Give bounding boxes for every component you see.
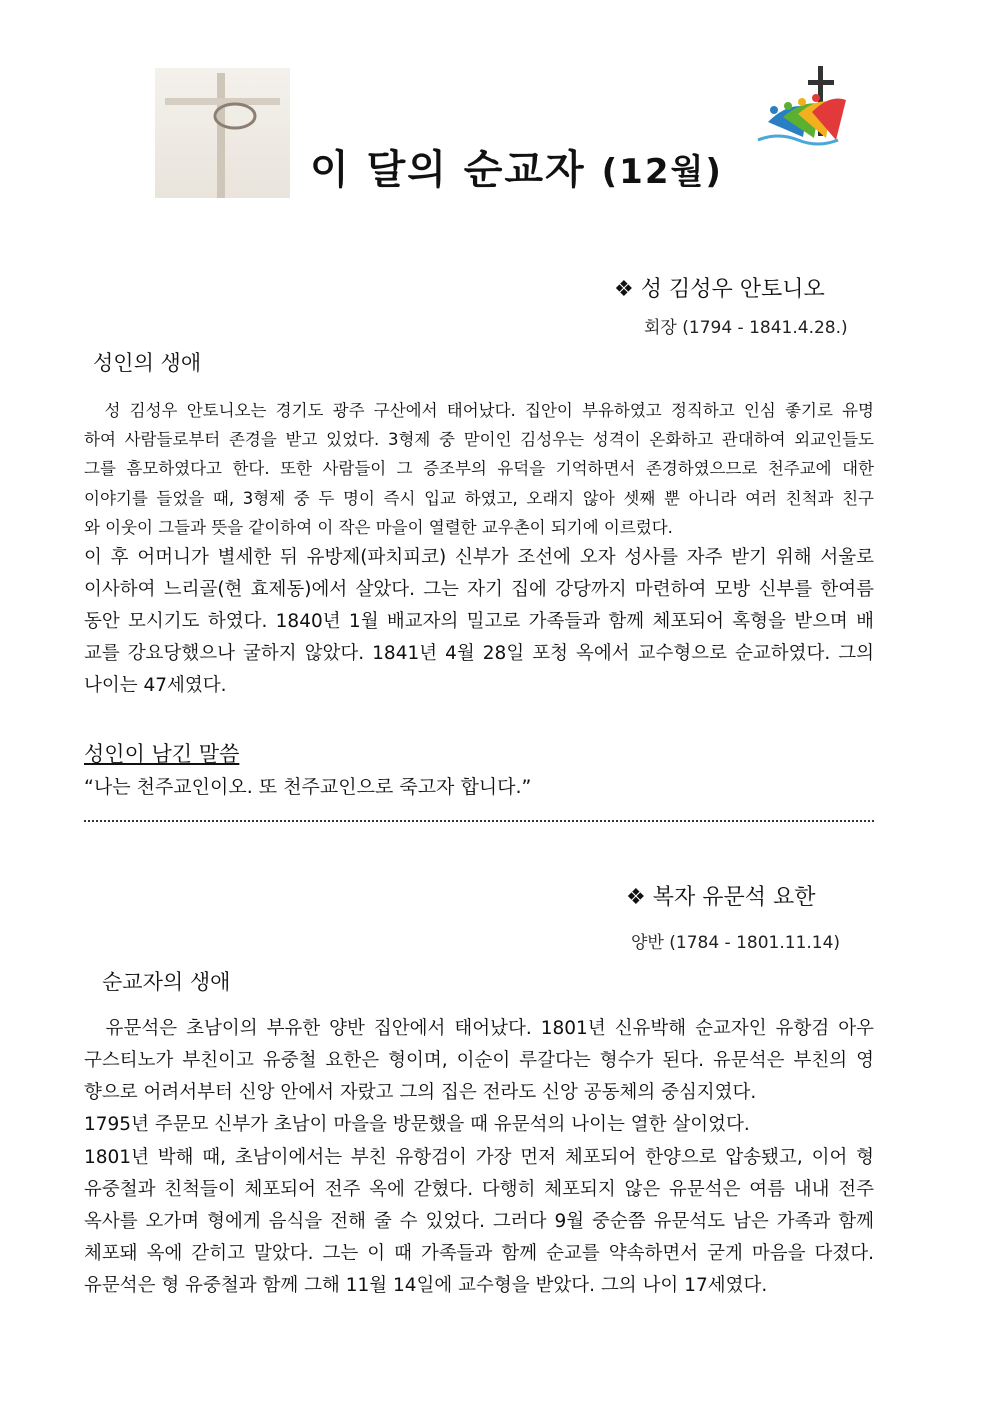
saint2-life-heading: 순교자의 생애: [102, 970, 231, 994]
saint1-quote: “나는 천주교인이오. 또 천주교인으로 죽고자 합니다.”: [84, 776, 532, 798]
text-line: 이 후 어머니가 별세한 뒤 유방제(파치피코) 신부가 조선에 오자 성사를 자주 받기 위해 서울로: [84, 547, 874, 568]
page-title: [310, 138, 723, 195]
diamond-bullet-icon: ❖: [614, 277, 634, 302]
dotted-divider: [84, 820, 874, 822]
text-line: 하여 사람들로부터 존경을 받고 있었다. 3형제 중 맏이인 김성우는 성격이 온화하고 관대하여 외교인들도: [84, 430, 874, 449]
text-line: 유문석은 형 유중철과 함께 그해 11월 14일에 교수형을 받았다. 그의 나이 17세였다.: [84, 1275, 768, 1296]
text-line: 구스티노가 부친이고 유중철 요한은 형이며, 이순이 루갈다는 형수가 된다. 유문석은 부친의 영: [84, 1050, 874, 1071]
text-line: 이사하여 느리골(현 효제동)에서 살았다. 그는 자기 집에 강당까지 마련하여 모방 신부를 한여름: [84, 579, 874, 600]
text-line: 옥사를 오가며 형에게 음식을 전해 줄 수 있었다. 그러다 9월 중순쯤 유문석도 남은 가족과 함께: [84, 1211, 874, 1232]
crucifix-image: [155, 68, 290, 198]
jubilee-logo: [748, 62, 868, 172]
saint1-words-heading: 성인이 남긴 말씀: [84, 742, 240, 766]
text-line: 1801년 박해 때, 초남이에서는 부친 유항검이 가장 먼저 체포되어 한양으로 압송됐고, 이어 형: [84, 1147, 874, 1168]
saint1-name: [614, 272, 825, 303]
text-line: 향으로 어려서부터 신앙 안에서 자랐고 그의 집은 전라도 신앙 공동체의 중심지였다.: [84, 1082, 757, 1103]
saint1-life-heading: 성인의 생애: [93, 351, 202, 375]
saint1-name-text: 성 김성우 안토니오: [640, 277, 825, 302]
text-line: 1795년 주문모 신부가 초남이 마을을 방문했을 때 유문석의 나이는 열한 살이었다.: [84, 1114, 750, 1135]
text-line: 유중철과 친척들이 체포되어 전주 옥에 갇혔다. 다행히 체포되지 않은 유문석은 여름 내내 전주: [84, 1179, 874, 1200]
text-line: 체포돼 옥에 갇히고 말았다. 그는 이 때 가족들과 함께 순교를 약속하면서 굳게 마음을 다졌다.: [84, 1243, 874, 1264]
text-line: 교를 강요당했으나 굴하지 않았다. 1841년 4월 28일 포청 옥에서 교수형으로 순교하였다. 그의: [84, 643, 874, 664]
text-line: 성 김성우 안토니오는 경기도 광주 구산에서 태어났다. 집안이 부유하였고 정직하고 인심 좋기로 유명: [84, 401, 874, 420]
saint2-name: [626, 880, 816, 911]
title-text: 이 달의 순교자: [310, 147, 586, 193]
title-month: (12월): [601, 152, 723, 192]
saint2-subtitle: 양반 (1784 - 1801.11.14): [631, 933, 841, 953]
saint2-name-text: 복자 유문석 요한: [652, 885, 816, 910]
text-line: 그를 흠모하였다고 한다. 또한 사람들이 그 증조부의 유덕을 기억하면서 존경하였으므로 천주교에 대한: [84, 459, 874, 478]
text-line: 동안 모시기도 하였다. 1840년 1월 배교자의 밀고로 가족들과 함께 체포되어 혹형을 받으며 배: [84, 611, 874, 632]
text-line: 유문석은 초남이의 부유한 양반 집안에서 태어났다. 1801년 신유박해 순교자인 유항검 아우: [84, 1018, 874, 1039]
saint1-subtitle: 회장 (1794 - 1841.4.28.): [644, 318, 848, 338]
diamond-bullet-icon: ❖: [626, 885, 646, 910]
text-line: 와 이웃이 그들과 뜻을 같이하여 이 작은 마을이 열렬한 교우촌이 되기에 이르렀다.: [84, 518, 673, 537]
text-line: 나이는 47세였다.: [84, 675, 227, 696]
text-line: 이야기를 들었을 때, 3형제 중 두 명이 즉시 입교 하였고, 오래지 않아 셋째 뿐 아니라 여러 친척과 친구: [84, 489, 874, 508]
